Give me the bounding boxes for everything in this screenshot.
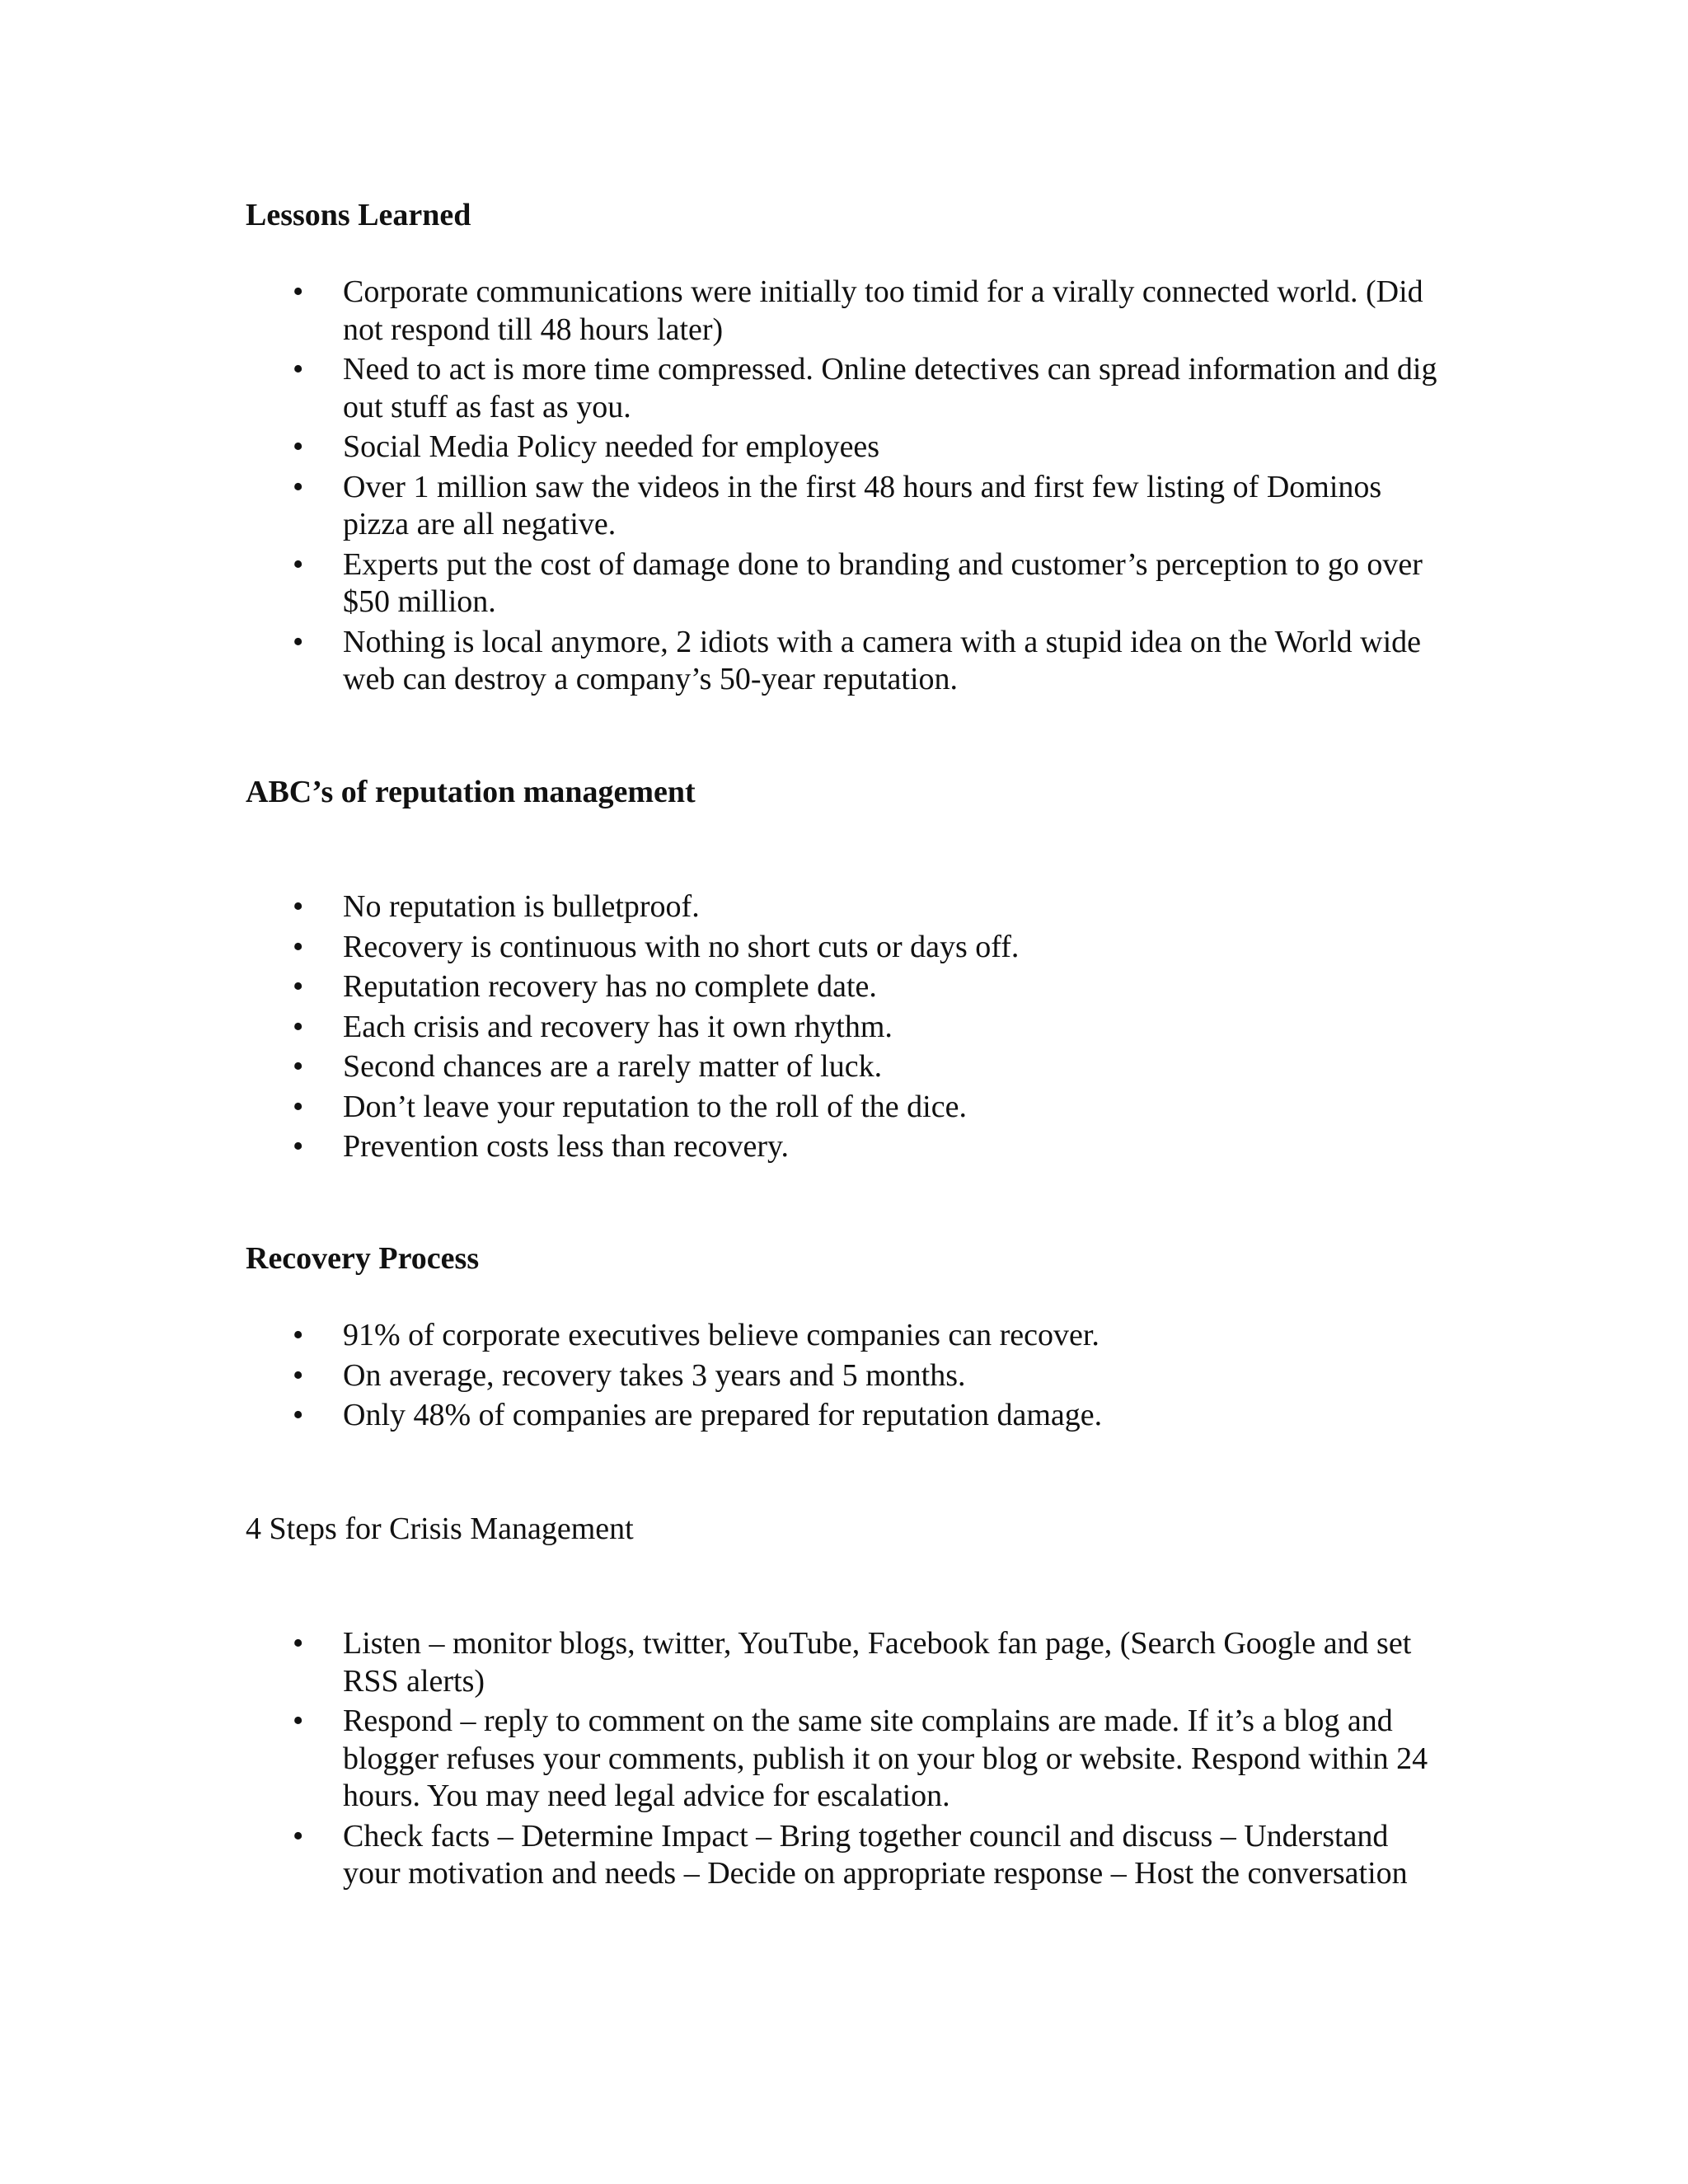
list-item	[0, 1357, 1439, 1395]
bullet-icon: •	[293, 1129, 304, 1164]
bullet-icon: •	[293, 469, 304, 504]
bullet-icon: •	[293, 1818, 304, 1854]
bullet-icon: •	[293, 429, 304, 464]
bullet-icon: •	[293, 969, 304, 1004]
section-heading-lessons-learned: Lessons Learned	[246, 198, 471, 232]
list-item-text: Experts put the cost of damage done to branding and customer’s perception to go over $50 million.	[343, 546, 1423, 619]
list-item	[0, 968, 1439, 1006]
bullet-icon: •	[293, 889, 304, 924]
list-item	[0, 888, 1439, 926]
list-item-text: Check facts – Determine Impact – Bring together council and discuss – Understand your motivation and needs – Decide on appropriate response – Host the conversation	[343, 1818, 1408, 1891]
bullet-icon: •	[293, 1318, 304, 1352]
list-item-text: Recovery is continuous with no short cuts or days off.	[343, 929, 1020, 964]
bullet-icon: •	[293, 929, 304, 964]
bullet-icon: •	[293, 1357, 304, 1393]
list-item	[0, 1397, 1439, 1435]
list-item-text: Need to act is more time compressed. Online detectives can spread information and dig out stuff as fast as you.	[343, 352, 1437, 424]
bullet-icon: •	[293, 1704, 304, 1738]
list-item-text: No reputation is bulletproof.	[343, 889, 700, 924]
crisis-steps-list	[0, 1625, 1688, 1896]
list-item	[0, 469, 1439, 544]
list-item	[0, 429, 1439, 466]
abcs-list	[0, 888, 1688, 1169]
bullet-icon: •	[293, 352, 304, 387]
list-item-text: Corporate communications were initially too timid for a virally connected world. (Did not respond till 48 hours later)	[343, 274, 1423, 347]
bullet-icon: •	[293, 1049, 304, 1084]
lessons-learned-list	[0, 274, 1688, 701]
list-item-text: Second chances are a rarely matter of luck.	[343, 1049, 883, 1084]
bullet-icon: •	[293, 546, 304, 582]
list-item	[0, 1625, 1439, 1700]
list-item-text: Social Media Policy needed for employees	[343, 429, 880, 464]
recovery-process-list	[0, 1317, 1688, 1437]
list-item	[0, 1317, 1439, 1355]
list-item-text: Nothing is local anymore, 2 idiots with a camera with a stupid idea on the World wide web can destroy a company’s 50-year reputation.	[343, 624, 1422, 696]
list-item	[0, 1089, 1439, 1127]
list-item	[0, 351, 1439, 426]
section-heading-abcs: ABC’s of reputation management	[246, 775, 696, 809]
list-item-text: Each crisis and recovery has it own rhythm.	[343, 1009, 893, 1044]
list-item-text: Over 1 million saw the videos in the first 48 hours and first few listing of Dominos pizza are all negative.	[343, 469, 1382, 541]
bullet-icon: •	[293, 274, 304, 309]
bullet-icon: •	[293, 1626, 304, 1661]
bullet-icon: •	[293, 624, 304, 659]
list-item-text: Reputation recovery has no complete date.	[343, 969, 877, 1004]
list-item-text: Listen – monitor blogs, twitter, YouTube, Facebook fan page, (Search Google and set RSS alerts)	[343, 1626, 1412, 1699]
bullet-icon: •	[293, 1009, 304, 1044]
list-item-text: On average, recovery takes 3 years and 5 months.	[343, 1357, 966, 1393]
bullet-icon: •	[293, 1089, 304, 1124]
list-item-text: Respond – reply to comment on the same site complains are made. If it’s a blog and blogger refuses your comments, publish it on your blog or website. Respond within 24 hours. You may need legal advice for escalation.	[343, 1704, 1428, 1813]
bullet-icon: •	[293, 1398, 304, 1432]
list-item-text: 91% of corporate executives believe companies can recover.	[343, 1318, 1100, 1352]
list-item-text: Don’t leave your reputation to the roll of the dice.	[343, 1089, 967, 1124]
list-item	[0, 1048, 1439, 1086]
list-item-text: Only 48% of companies are prepared for reputation damage.	[343, 1398, 1103, 1432]
list-item	[0, 1009, 1439, 1047]
list-item	[0, 929, 1439, 967]
section-heading-crisis-steps: 4 Steps for Crisis Management	[246, 1511, 634, 1546]
list-item	[0, 274, 1439, 349]
list-item	[0, 546, 1439, 621]
list-item	[0, 1818, 1439, 1893]
list-item-text: Prevention costs less than recovery.	[343, 1129, 789, 1164]
list-item	[0, 1128, 1439, 1166]
list-item	[0, 624, 1439, 699]
list-item	[0, 1703, 1439, 1816]
section-heading-recovery-process: Recovery Process	[246, 1241, 480, 1276]
